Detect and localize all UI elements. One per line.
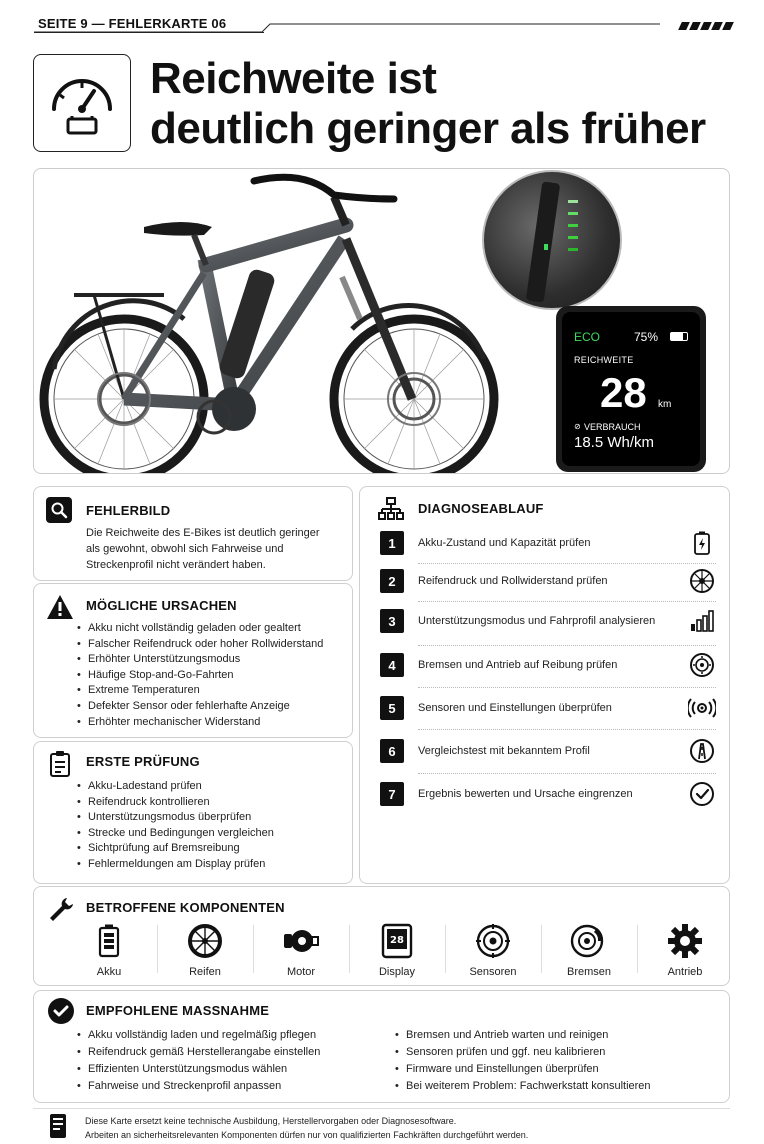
battery-icon	[89, 921, 129, 961]
massnahme-list-left	[77, 1027, 387, 1095]
warning-icon	[46, 594, 74, 620]
list-item: • Häufige Stop-and-Go-Fahrten	[77, 668, 347, 684]
diagnose-step-2	[380, 565, 716, 597]
clipboard-icon	[49, 750, 71, 778]
step-label: Ergebnis bewerten und Ursache eingrenzen	[418, 787, 633, 800]
sensor-icon	[473, 921, 513, 961]
component-motor	[253, 921, 349, 978]
sensor-icon	[688, 694, 716, 722]
footer-line-2: Arbeiten an sicherheitsrelevanten Komponenten dürfen nur von qualifizierten Fachkräften durchgeführt werden.	[85, 1130, 529, 1140]
diagnose-heading: DIAGNOSEABLAUF	[418, 501, 544, 516]
component-label: Motor	[286, 966, 316, 978]
list-item: • Akku-Ladestand prüfen	[77, 779, 347, 795]
step-divider	[418, 563, 716, 564]
pruefung-card	[33, 741, 353, 884]
brake-disc-icon	[688, 651, 716, 679]
ursachen-card	[33, 583, 353, 738]
step-divider	[418, 601, 716, 602]
component-label: Antrieb	[667, 966, 703, 978]
component-bremsen	[541, 921, 637, 978]
display-icon	[377, 921, 417, 961]
component-label: Sensoren	[469, 966, 517, 978]
document-icon	[49, 1113, 67, 1139]
display-range-label: REICHWEITE	[574, 355, 634, 365]
diagnose-step-1	[380, 527, 716, 559]
header-divider-line	[34, 18, 738, 34]
display-range-value: 28	[600, 369, 647, 416]
pruefung-heading: ERSTE PRÜFUNG	[86, 754, 200, 769]
komponenten-heading: BETROFFENE KOMPONENTEN	[86, 900, 285, 915]
svg-text:28: 28	[390, 935, 404, 946]
diagnose-step-7	[380, 778, 716, 810]
motor-icon	[281, 921, 321, 961]
step-number: 2	[380, 569, 404, 593]
component-antrieb	[637, 921, 733, 978]
component-sensoren	[445, 921, 541, 978]
check-badge-icon	[47, 997, 75, 1025]
list-item: • Firmware und Einstellungen überprüfen	[395, 1061, 715, 1078]
step-number: 3	[380, 609, 404, 633]
component-akku	[61, 921, 157, 978]
diagnose-step-6	[380, 735, 716, 767]
search-icon	[46, 497, 72, 523]
page-title: Reichweite ist deutlich geringer als früher	[150, 54, 706, 153]
fehlerbild-text: Die Reichweite des E-Bikes ist deutlich geringer als gewohnt, obwohl sich Fahrweise und Streckenprofil nicht verändert haben.	[86, 527, 320, 571]
step-label: Akku-Zustand und Kapazität prüfen	[418, 536, 591, 549]
list-item: • Bremsen und Antrieb warten und reinigen	[395, 1027, 715, 1044]
step-label: Sensoren und Einstellungen überprüfen	[418, 701, 612, 714]
component-label: Display	[378, 966, 416, 978]
step-number: 7	[380, 782, 404, 806]
fehlerbild-heading: FEHLERBILD	[86, 503, 171, 518]
list-item: • Strecke und Bedingungen vergleichen	[77, 826, 347, 842]
battery-icon	[688, 529, 716, 557]
list-item: • Unterstützungsmodus überprüfen	[77, 810, 347, 826]
massnahme-list-right	[395, 1027, 715, 1095]
display-consumption-value: 18.5 Wh/km	[574, 434, 655, 451]
list-item: • Erhöhter mechanischer Widerstand	[77, 715, 347, 731]
step-label: Vergleichstest mit bekanntem Profil	[418, 744, 590, 757]
step-label: Unterstützungsmodus und Fahrprofil analysieren	[418, 614, 656, 627]
battery-level-zoom	[482, 170, 622, 310]
bike-display	[556, 306, 706, 472]
list-item: • Akku nicht vollständig geladen oder gealtert	[77, 621, 347, 637]
display-range-unit: km	[658, 399, 672, 410]
component-display	[349, 921, 445, 978]
display-mode: ECO	[574, 330, 601, 344]
list-item: • Sichtprüfung auf Bremsreibung	[77, 841, 347, 857]
display-screen	[562, 312, 700, 466]
header-stripes	[680, 22, 732, 30]
diagnose-step-5	[380, 692, 716, 724]
diagnose-card	[359, 486, 730, 884]
massnahme-heading: EMPFOHLENE MASSNAHME	[86, 1003, 270, 1018]
gear-icon	[665, 921, 705, 961]
battery-status-icon	[670, 332, 688, 341]
list-item: • Erhöhter Unterstützungsmodus	[77, 652, 347, 668]
pruefung-list	[77, 779, 347, 873]
step-divider	[418, 645, 716, 646]
list-item: • Effizienten Unterstützungsmodus wählen	[77, 1061, 387, 1078]
massnahme-card	[33, 990, 730, 1103]
komponenten-card	[33, 886, 730, 986]
list-item: • Bei weiterem Problem: Fachwerkstatt konsultieren	[395, 1078, 715, 1095]
step-number: 4	[380, 653, 404, 677]
display-consumption-label: VERBRAUCH	[584, 422, 641, 432]
step-divider	[418, 773, 716, 774]
footer-note	[33, 1108, 730, 1142]
fehlerbild-card	[33, 486, 353, 581]
footer-line-1: Diese Karte ersetzt keine technische Ausbildung, Herstellervorgaben oder Diagnosesoftware.	[85, 1116, 457, 1126]
page-label: SEITE 9 — FEHLERKARTE 06	[38, 16, 227, 31]
range-gauge-icon	[33, 54, 131, 152]
wheel-icon	[688, 567, 716, 595]
step-number: 1	[380, 531, 404, 555]
component-label: Bremsen	[566, 966, 612, 978]
component-label: Reifen	[189, 966, 221, 978]
diagnose-step-3	[380, 605, 716, 637]
brake-icon	[569, 921, 609, 961]
component-reifen	[157, 921, 253, 978]
diagnose-step-4	[380, 649, 716, 681]
step-label: Reifendruck und Rollwiderstand prüfen	[418, 574, 608, 587]
list-item: • Extreme Temperaturen	[77, 683, 347, 699]
display-battery-level: 75%	[634, 330, 659, 344]
step-label: Bremsen und Antrieb auf Reibung prüfen	[418, 658, 618, 671]
road-icon	[688, 737, 716, 765]
wrench-icon	[48, 896, 74, 922]
step-number: 5	[380, 696, 404, 720]
step-divider	[418, 687, 716, 688]
ursachen-list	[77, 621, 347, 730]
ursachen-heading: MÖGLICHE URSACHEN	[86, 598, 237, 613]
list-item: • Sensoren prüfen und ggf. neu kalibrieren	[395, 1044, 715, 1061]
signal-bars-icon	[688, 607, 716, 635]
check-circle-icon	[688, 780, 716, 808]
consumption-icon: ⊘	[574, 422, 581, 431]
flowchart-icon	[378, 497, 404, 521]
tire-icon	[185, 921, 225, 961]
list-item: • Fahrweise und Streckenprofil anpassen	[77, 1078, 387, 1095]
step-divider	[418, 729, 716, 730]
list-item: • Reifendruck kontrollieren	[77, 795, 347, 811]
list-item: • Falscher Reifendruck oder hoher Rollwiderstand	[77, 637, 347, 653]
component-label: Akku	[96, 966, 122, 978]
list-item: • Fehlermeldungen am Display prüfen	[77, 857, 347, 873]
list-item: • Akku vollständig laden und regelmäßig pflegen	[77, 1027, 387, 1044]
list-item: • Defekter Sensor oder fehlerhafte Anzeige	[77, 699, 347, 715]
step-number: 6	[380, 739, 404, 763]
page-header-strip	[34, 10, 738, 36]
list-item: • Reifendruck gemäß Herstellerangabe einstellen	[77, 1044, 387, 1061]
